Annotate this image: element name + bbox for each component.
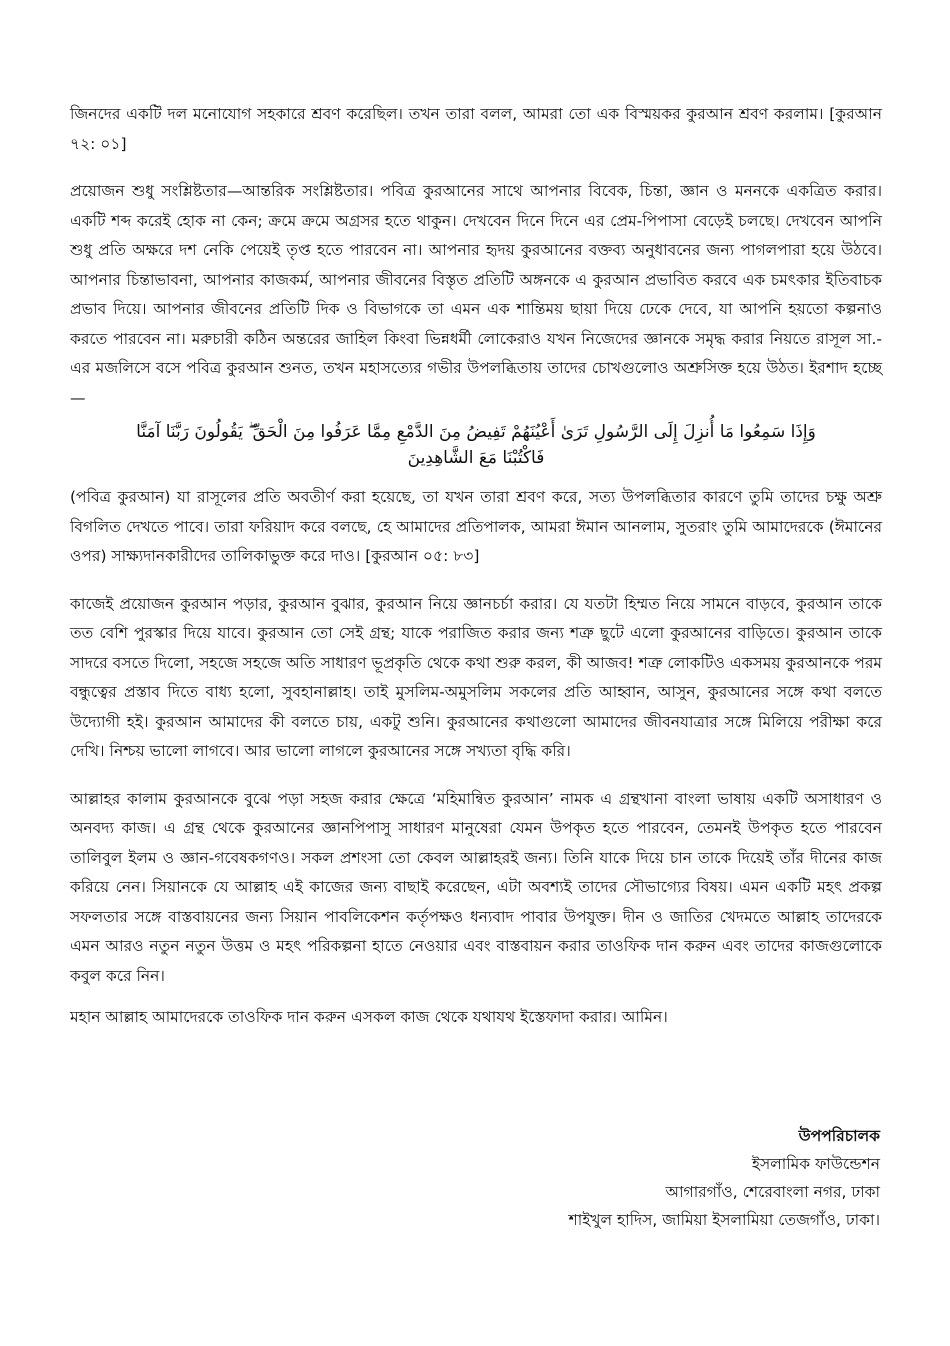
paragraph-verse-translation: (পবিত্র কুরআন) যা রাসূলের প্রতি অবতীর্ণ করা হয়েছে, তা যখন তারা শ্রবণ করে, সত্য উপলব্ধিতার কারণে তুমি তাদের চক্ষু অশ্রু বিগলিত দেখতে পাবে। তারা ফরিয়াদ করে বলছে, হে আমাদের প্রতিপালক, আমরা ঈমান আনলাম, সুতরাং তুমি আমাদেরকে (ঈমানের ওপর) সাক্ষ্যদানকারীদের তালিকাভুক্ত করে দাও। [কুরআন ০৫: ৮৩]	[70, 488, 882, 565]
arabic-verse	[70, 419, 882, 471]
arabic-verse-line-1: وَإِذَا سَمِعُوا مَا أُنزِلَ إِلَى الرَّسُولِ تَرَىٰ أَعْيُنَهُمْ تَفِيضُ مِنَ الدَّمْعِ مِمَّا عَرَفُوا مِنَ الْحَقِّ ۖ يَقُولُونَ رَبَّنَا آمَنَّا	[136, 422, 816, 442]
document-body	[70, 100, 882, 1033]
signature-address: আগারগাঁও, শেরেবাংলা নগর, ঢাকা	[665, 1183, 880, 1201]
paragraph-jinn-listening: জিনদের একটি দল মনোযোগ সহকারে শ্রবণ করেছিল। তখন তারা বলল, আমরা তো এক বিস্ময়কর কুরআন শ্রবণ করলাম। [কুরআন ৭২: ০১]	[70, 105, 882, 153]
signature-block	[569, 1122, 880, 1234]
paragraph-book-praise: আল্লাহর কালাম কুরআনকে বুঝে পড়া সহজ করার ক্ষেত্রে ‘মহিমান্বিত কুরআন’ নামক এ গ্রন্থখানা বাংলা ভাষায় একটি অসাধারণ ও অনবদ্য কাজ। এ গ্রন্থ থেকে কুরআনের জ্ঞানপিপাসু সাধারণ মানুষেরা যেমন উপকৃত হতে পারবেন, তেমনই উপকৃত হতে পারবেন তালিবুল ইলম ও জ্ঞান-গবেষকগণও। সকল প্রশংসা তো কেবল আল্লাহরই জন্য। তিনি যাকে দিয়ে চান তাকে দিয়েই তাঁর দীনের কাজ করিয়ে নেন। সিয়ানকে যে আল্লাহ এই কাজের জন্য বাছাই করেছেন, এটা অবশ্যই তাদের সৌভাগ্যের বিষয়। এমন একটি মহৎ প্রকল্প সফলতার সঙ্গে বাস্তবায়নের জন্য সিয়ান পাবলিকেশন কর্তৃপক্ষও ধন্যবাদ পাবার উপযুক্ত। দীন ও জাতির খেদমতে আল্লাহ তাদেরকে এমন আরও নতুন নতুন উত্তম ও মহৎ পরিকল্পনা হাতে নেওয়ার এবং বাস্তবায়ন করার তাওফিক দান করুন এবং তাদের কাজগুলোকে কবুল করে নিন।	[70, 789, 882, 985]
paragraph-read-quran: কাজেই প্রয়োজন কুরআন পড়ার, কুরআন বুঝার, কুরআন নিয়ে জ্ঞানচর্চা করার। যে যতটা হিম্মত নিয়ে সামনে বাড়বে, কুরআন তাকে তত বেশি পুরস্কার দিয়ে যাবে। কুরআন তো সেই গ্রন্থ; যাকে পরাজিত করার জন্য শত্রু ছুটে এলো কুরআনের বাড়িতে। কুরআন তাকে সাদরে বসতে দিলো, সহজে সহজে অতি সাধারণ ভূপ্রকৃতি থেকে কথা শুরু করল, কী আজব! শত্রু লোকটিও একসময় কুরআনকে পরম বন্ধুত্বের প্রস্তাব দিতে বাধ্য হলো, সুবহানাল্লাহ। তাই মুসলিম-অমুসলিম সকলের প্রতি আহ্বান, আসুন, কুরআনের সঙ্গে কথা বলতে উদ্যোগী হই। কুরআন আমাদের কী বলতে চায়, একটু শুনি। কুরআনের কথাগুলো আমাদের জীবনযাত্রার সঙ্গে মিলিয়ে পরীক্ষা করে দেখি। নিশ্চয় ভালো লাগবে। আর ভালো লাগলে কুরআনের সঙ্গে সখ্যতা বৃদ্ধি করি।	[70, 594, 882, 760]
arabic-verse-line-2: فَاكْتُبْنَا مَعَ الشَّاهِدِينَ	[407, 448, 545, 468]
paragraph-closing-prayer: মহান আল্লাহ আমাদেরকে তাওফিক দান করুন এসকল কাজ থেকে যথাযথ ইস্তেফাদা করার। আমিন।	[70, 1008, 668, 1026]
signature-position: শাইখুল হাদিস, জামিয়া ইসলামিয়া তেজগাঁও, ঢাকা।	[568, 1211, 880, 1229]
signature-organization: ইসলামিক ফাউন্ডেশন	[751, 1155, 880, 1173]
signature-title: উপপরিচালক	[798, 1127, 880, 1145]
paragraph-need-for-connection: প্রয়োজন শুধু সংশ্লিষ্টতার—আন্তরিক সংশ্লিষ্টতার। পবিত্র কুরআনের সাথে আপনার বিবেক, চিন্তা, জ্ঞান ও মননকে একত্রিত করার। একটি শব্দ করেই হোক না কেন; ক্রমে ক্রমে অগ্রসর হতে থাকুন। দেখবেন দিনে দিনে এর প্রেম-পিপাসা বেড়েই চলছে। দেখবেন আপনি শুধু প্রতি অক্ষরে দশ নেকি পেয়েই তৃপ্ত হতে পারবেন না। আপনার হৃদয় কুরআনের বক্তব্য অনুধাবনের জন্য পাগলপারা হয়ে উঠবে। আপনার চিন্তাভাবনা, আপনার কাজকর্ম, আপনার জীবনের বিস্তৃত প্রতিটি অঙ্গনকে এ কুরআন প্রভাবিত করবে এক চমৎকার ইতিবাচক প্রভাব দিয়ে। আপনার জীবনের প্রতিটি দিক ও বিভাগকে তা এমন এক শান্তিময় ছায়া দিয়ে ঢেকে দেবে, যা আপনি হয়তো কল্পনাও করতে পারবেন না। মরুচারী কঠিন অন্তরের জাহিল কিংবা ভিন্নধর্মী লোকেরাও যখন নিজেদের জ্ঞানকে সমৃদ্ধ করার নিয়তে রাসূল সা.-এর মজলিসে বসে পবিত্র কুরআন শুনত, তখন মহাসত্যের গভীর উপলব্ধিতায় তাদের চোখগুলোও অশ্রুসিক্ত হয়ে উঠত। ইরশাদ হচ্ছে—	[70, 182, 882, 407]
